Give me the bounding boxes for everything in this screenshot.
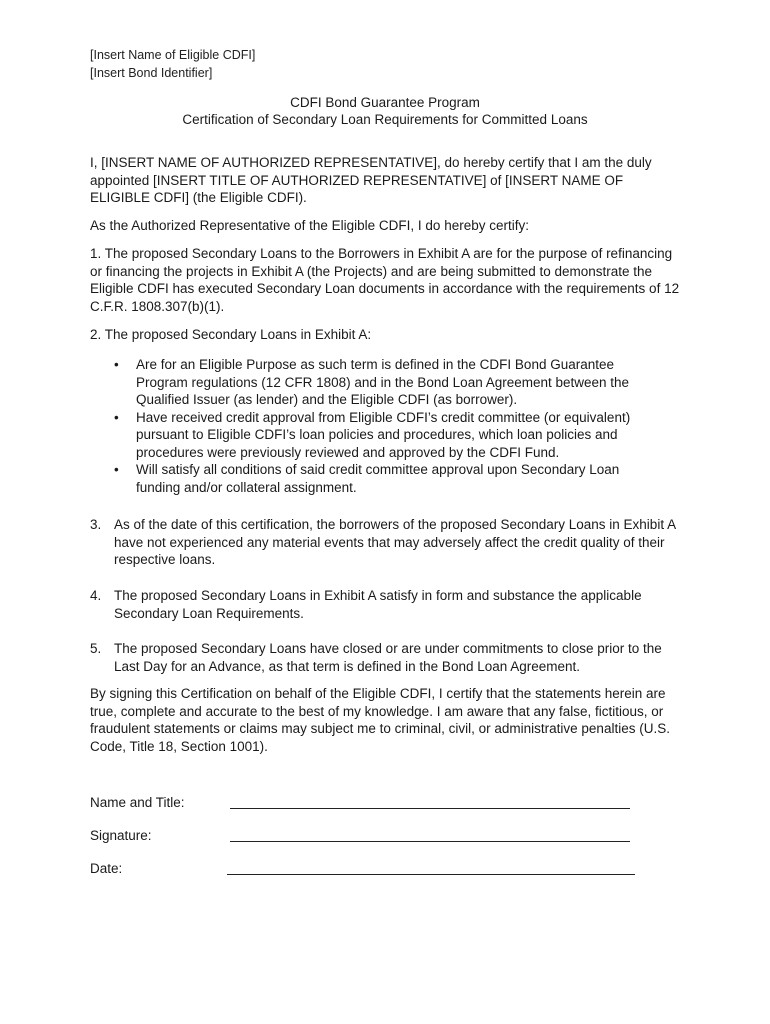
bullet-text: Will satisfy all conditions of said credit committee approval upon Secondary Loan funding and/or collateral assignment.: [136, 462, 620, 495]
bullet-item: [110, 461, 650, 496]
date-label: Date:: [90, 861, 123, 876]
signature-line[interactable]: [230, 841, 630, 842]
signature-label: Signature:: [90, 828, 152, 843]
lead-paragraph: As the Authorized Representative of the Eligible CDFI, I do hereby certify:: [90, 218, 529, 233]
item-2-bullet-list: [110, 356, 650, 496]
item-4-number: 4.: [90, 588, 102, 603]
item-3-text: As of the date of this certification, the borrowers of the proposed Secondary Loans in Exhibit A have not experienced any material events that may adversely affect the credit quality of their respective loans.: [114, 517, 676, 567]
bullet-text: Are for an Eligible Purpose as such term is defined in the CDFI Bond Guarantee Program regulations (12 CFR 1808) and in the Bond Loan Agreement between the Qualified Issuer (as lender) and the Eligible CDFI (as borrower).: [136, 357, 630, 407]
closing-paragraph: By signing this Certification on behalf of the Eligible CDFI, I certify that the statements herein are true, complete and accurate to the best of my knowledge. I am aware that any false, fictitious, or fraudulent statements or claims may subject me to criminal, civil, or administrative penalties (U.S. Code, Title 18, Section 1001).: [90, 686, 670, 754]
bullet-item: [110, 409, 650, 462]
bullet-icon: •: [114, 357, 119, 372]
item-5-text: The proposed Secondary Loans have closed or are under commitments to close prior to the Last Day for an Advance, as that term is defined in the Bond Loan Agreement.: [114, 641, 662, 674]
item-2-heading: 2. The proposed Secondary Loans in Exhibit A:: [90, 327, 372, 342]
bond-identifier-placeholder: [Insert Bond Identifier]: [90, 66, 213, 80]
item-4-text: The proposed Secondary Loans in Exhibit A satisfy in form and substance the applicable Secondary Loan Requirements.: [114, 588, 642, 621]
title-program: CDFI Bond Guarantee Program: [290, 95, 480, 110]
item-5-number: 5.: [90, 641, 102, 656]
item-1-paragraph: 1. The proposed Secondary Loans to the Borrowers in Exhibit A are for the purpose of refinancing or financing the projects in Exhibit A (the Projects) and are being submitted to demonstrate the Eligible CDFI has executed Secondary Loan documents in accordance with the requirements of 12 C.F.R. 1808.307(b)(1).: [90, 246, 680, 314]
date-line[interactable]: [227, 874, 635, 875]
bullet-icon: •: [114, 409, 119, 425]
name-title-line[interactable]: [230, 808, 630, 809]
bullet-text: Have received credit approval from Eligible CDFI’s credit committee (or equivalent) pursuant to Eligible CDFI’s loan policies and procedures, which loan policies and procedures were previously reviewed and approved by the CDFI Fund.: [136, 409, 631, 460]
name-title-label: Name and Title:: [90, 795, 185, 810]
title-certification: Certification of Secondary Loan Requirements for Committed Loans: [182, 112, 588, 127]
cdfi-name-placeholder: [Insert Name of Eligible CDFI]: [90, 48, 256, 62]
intro-paragraph: I, [INSERT NAME OF AUTHORIZED REPRESENTATIVE], do hereby certify that I am the duly appointed [INSERT TITLE OF AUTHORIZED REPRESENTATIVE] of [INSERT NAME OF ELIGIBLE CDFI] (the Eligible CDFI).: [90, 155, 652, 205]
bullet-icon: •: [114, 462, 119, 477]
item-3-number: 3.: [90, 517, 102, 532]
bullet-item: [110, 356, 650, 409]
